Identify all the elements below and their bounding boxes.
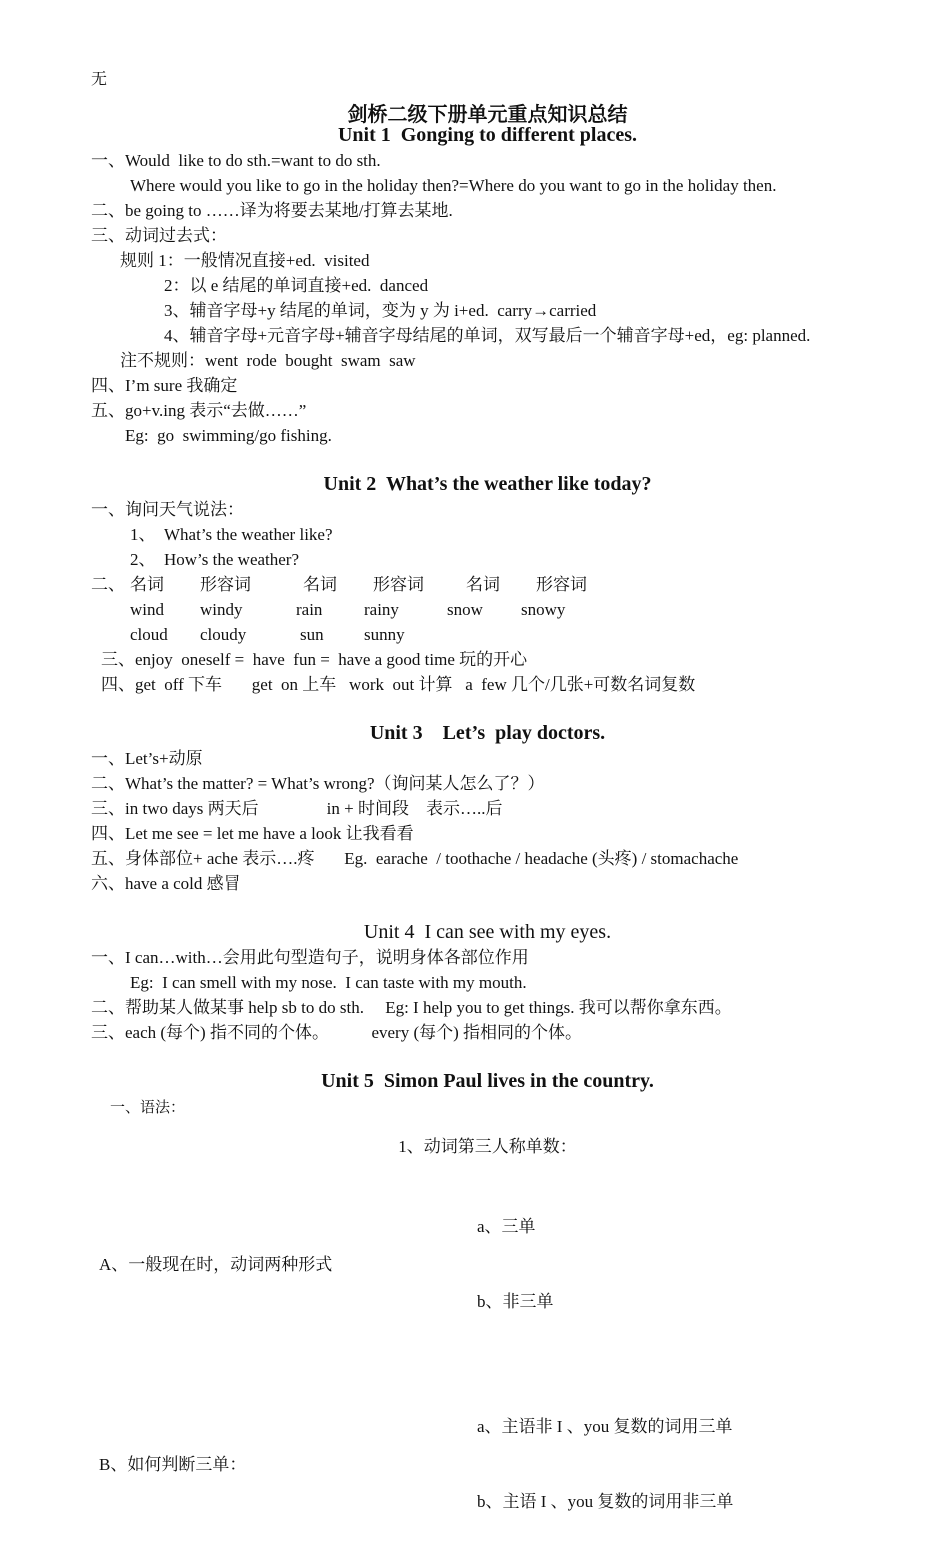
unit2-title: Unit 2 What’s the weather like today? — [323, 473, 652, 495]
grammar-option: a、三单 — [477, 1217, 536, 1236]
table-cell: rain — [296, 600, 323, 619]
unit1-line: 注不规则：went rode bought swam saw — [120, 351, 416, 370]
unit1-line: 3、辅音字母+y 结尾的单词，变为 y 为 i+ed. carry→carried — [164, 301, 597, 320]
unit2-line: 1、 What’s the weather like? — [130, 525, 333, 544]
unit1-line: Eg: go swimming/go fishing. — [125, 426, 332, 445]
grammar-table — [91, 1164, 733, 1564]
grammar-rule-left: B、如何判断三单： — [99, 1454, 247, 1474]
grammar-option: a、主语非 I 、you 复数的词用三单 — [477, 1417, 733, 1436]
unit1-line: 三、动词过去式： — [91, 226, 227, 245]
grammar-rule-left: A、一般现在时，动词两种形式 — [99, 1254, 333, 1274]
grammar-rule-right — [471, 1364, 733, 1564]
unit1-title: Unit 1 Gonging to different places. — [337, 124, 638, 146]
unit1-line: 一、Would like to do sth.=want to do sth. — [91, 151, 381, 170]
unit3-line: 二、What’s the matter? = What’s wrong?（询问某人怎么了？） — [91, 774, 545, 793]
grammar-option: b、主语 I 、you 复数的词用非三单 — [477, 1492, 734, 1511]
table-prefix: 二、 — [91, 575, 125, 594]
unit4-line: 一、I can…with…会用此句型造句子，说明身体各部位作用 — [91, 948, 529, 967]
unit3-line: 五、身体部位+ ache 表示….疼 Eg. earache / toothache / headache (头疼) / stomachache — [91, 849, 739, 868]
unit2-line: 2、 How’s the weather? — [130, 550, 300, 569]
table-row — [91, 1164, 733, 1364]
table-header-cell: 形容词 — [200, 575, 251, 594]
table-header-cell: 名词 — [130, 575, 164, 594]
table-cell: cloudy — [200, 625, 247, 644]
table-cell: wind — [130, 600, 164, 619]
unit1-line: 二、be going to ……译为将要去某地/打算去某地. — [91, 201, 453, 220]
table-header-cell: 名词 — [303, 575, 337, 594]
unit3-line: 一、Let’s+动原 — [91, 749, 203, 768]
unit2-line: 三、enjoy oneself = have fun = have a good time 玩的开心 — [101, 650, 528, 669]
unit1-line: 2：以 e 结尾的单词直接+ed. danced — [164, 276, 429, 295]
unit1-line: 五、go+v.ing 表示“去做……” — [91, 401, 307, 420]
table-cell: sun — [300, 625, 324, 644]
unit4-line: 二、帮助某人做某事 help sb to do sth. Eg: I help you to get things. 我可以帮你拿东西。 — [91, 998, 732, 1017]
table-cell: rainy — [364, 600, 399, 619]
grammar-rule-right — [471, 1164, 733, 1364]
table-header-cell: 名词 — [466, 575, 500, 594]
table-row — [91, 1364, 733, 1564]
unit2-line: 四、get off 下车 get on 上车 work out 计算 a few 几个/几张+可数名词复数 — [101, 675, 696, 694]
table-cell: snowy — [521, 600, 566, 619]
unit1-line: 规则 1：一般情况直接+ed. visited — [120, 251, 370, 270]
unit4-title: Unit 4 I can see with my eyes. — [363, 921, 612, 943]
unit3-line: 四、Let me see = let me have a look 让我看看 — [91, 824, 414, 843]
table-cell: snow — [447, 600, 483, 619]
grammar-label: 一、语法： — [110, 1100, 186, 1116]
grammar-subhead: 1、动词第三人称单数： — [398, 1137, 577, 1156]
unit5-title: Unit 5 Simon Paul lives in the country. — [321, 1070, 654, 1092]
unit4-line: 三、each (每个) 指不同的个体。 every (每个) 指相同的个体。 — [91, 1023, 583, 1042]
unit1-line: 四、I’m sure 我确定 — [91, 376, 238, 395]
header-mark: 无 — [91, 71, 108, 88]
table-cell: sunny — [364, 625, 405, 644]
grammar-option: b、非三单 — [477, 1292, 554, 1311]
unit3-title: Unit 3 Let’s play doctors. — [369, 722, 606, 744]
table-cell: windy — [200, 600, 243, 619]
unit3-line: 六、have a cold 感冒 — [91, 874, 241, 893]
unit2-line: 一、询问天气说法： — [91, 500, 244, 519]
table-cell: cloud — [130, 625, 168, 644]
unit4-line: Eg: I can smell with my nose. I can taste with my mouth. — [130, 973, 527, 992]
unit1-line: 4、辅音字母+元音字母+辅音字母结尾的单词，双写最后一个辅音字母+ed，eg: planned. — [164, 326, 811, 345]
unit1-line: Where would you like to go in the holiday then?=Where do you want to go in the holiday then. — [130, 176, 777, 195]
document-title: 剑桥二级下册单元重点知识总结 — [347, 104, 628, 126]
table-header-cell: 形容词 — [536, 575, 587, 594]
table-header-cell: 形容词 — [373, 575, 424, 594]
unit3-line: 三、in two days 两天后 in + 时间段 表示…..后 — [91, 799, 503, 818]
